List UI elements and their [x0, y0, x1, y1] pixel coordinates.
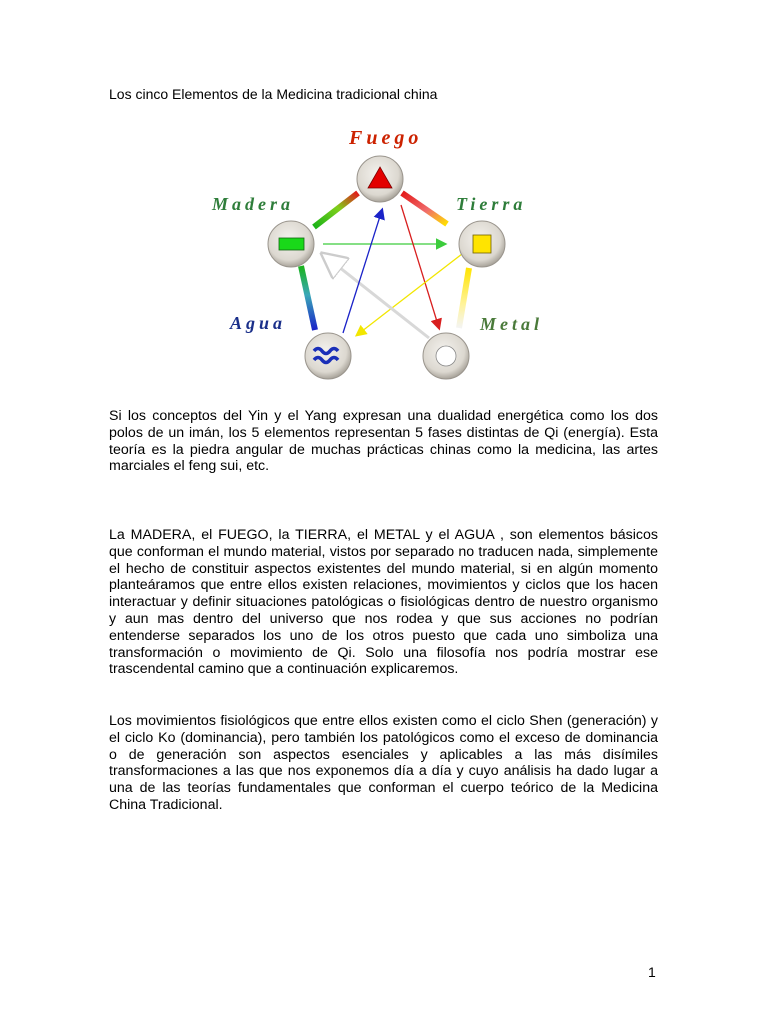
- page-number: 1: [648, 964, 656, 980]
- label-tierra: Tierra: [456, 194, 527, 214]
- document-title: Los cinco Elementos de la Medicina tradicional china: [109, 86, 438, 102]
- generation-cycle-arrows: [301, 193, 469, 356]
- metal-node: [423, 333, 469, 379]
- paragraph-cycles: Los movimientos fisiológicos que entre ellos existen como el ciclo Shen (generación) y el ciclo Ko (dominancia), pero también los patológicos como el exceso de dominancia o de generación son aspectos esenciales y aplicables a las más disímiles transformaciones a las que nos exponemos día a día y cuyo análisis ha dado lugar a una de las teorías fundamentales que conforman el cuerpo teórico de la Medicina China Tradicional.: [109, 713, 658, 813]
- fuego-to-metal-arrow: [401, 205, 439, 328]
- tierra-to-metal-arrow: [459, 268, 469, 328]
- agua-node: [305, 333, 351, 379]
- madera-node: [268, 221, 314, 267]
- circle-icon: [436, 346, 456, 366]
- madera-to-fuego-arrow: [314, 193, 358, 227]
- control-cycle-arrows: [323, 205, 462, 338]
- tierra-node: [459, 221, 505, 267]
- label-madera: Madera: [212, 194, 294, 214]
- agua-to-madera-arrow: [301, 266, 315, 330]
- label-agua: Agua: [230, 313, 287, 333]
- square-icon: [473, 235, 491, 253]
- label-fuego: Fuego: [349, 127, 423, 149]
- five-elements-diagram: [205, 120, 555, 390]
- paragraph-elements: La MADERA, el FUEGO, la TIERRA, el METAL y el AGUA , son elementos básicos que conforman el mundo material, vistos por separado no traducen nada, simplemente el hecho de constituir aspectos existentes del mundo material, si en algún momento planteáramos que entre ellos existen relaciones, movimientos y ciclos que los hacen interactuar y definir situaciones patológicas o fisiológicas dentro de nuestro organismo y aun mas dentro del universo que nos rodea y que sus acciones no podrían entenderse separados los uno de los otros puesto que cada uno simboliza una transformación o movimiento de Qi. Solo una filosofía nos podría mostrar ese trascendental camino que a continuación explicaremos.: [109, 527, 658, 678]
- rectangle-icon: [279, 238, 304, 250]
- agua-to-fuego-arrow: [343, 210, 382, 333]
- fuego-node: [357, 156, 403, 202]
- fuego-to-tierra-arrow: [402, 193, 447, 224]
- label-metal: Metal: [480, 314, 543, 334]
- metal-to-madera-arrow: [325, 256, 429, 338]
- paragraph-intro: Si los conceptos del Yin y el Yang expresan una dualidad energética como los dos polos de un imán, los 5 elementos representan 5 fases distintas de Qi (energía). Esta teoría es la piedra angular de muchas prácticas chinas como la medicina, las artes marciales el feng sui, etc.: [109, 408, 658, 475]
